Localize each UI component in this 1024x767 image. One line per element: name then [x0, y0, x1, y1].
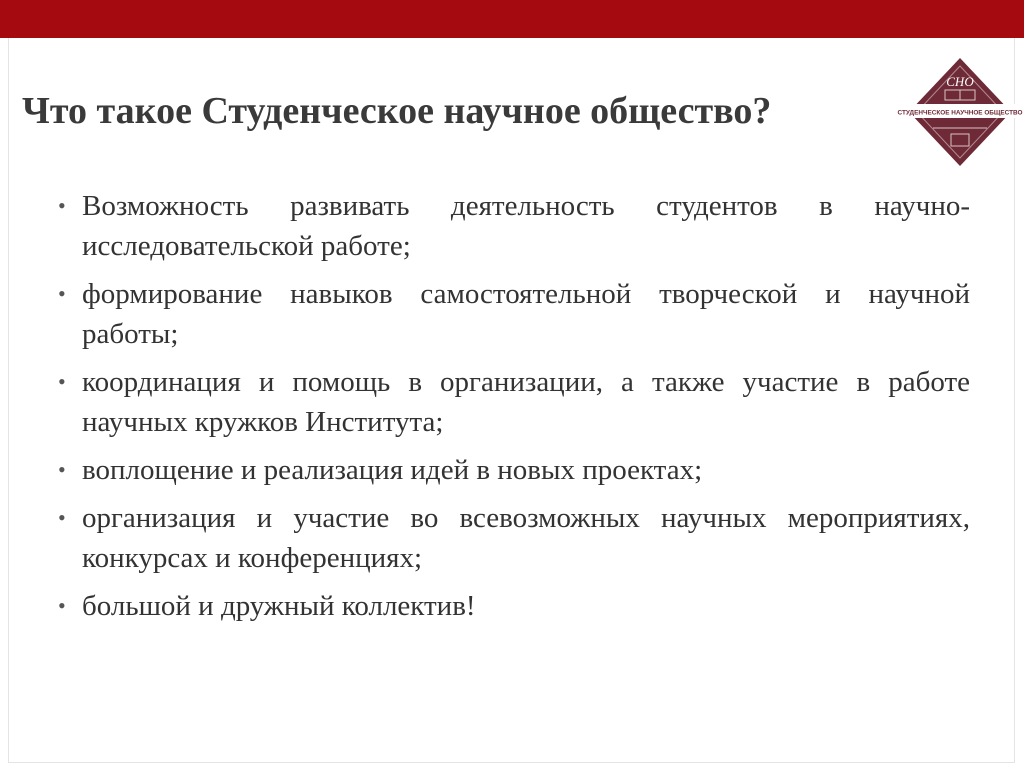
bullet-marker: • [58, 505, 66, 530]
top-accent-bar [0, 0, 1024, 38]
bullet-text: организация и участие во всевозможных научных мероприятиях, конкурсах и конференциях; [82, 502, 970, 574]
bullet-marker: • [58, 369, 66, 394]
bullet-text: координация и помощь в организации, а также участие в работе научных кружков Института; [82, 366, 970, 438]
bullet-list [58, 186, 970, 634]
bullet-item [58, 586, 970, 626]
bullet-item [58, 274, 970, 354]
bullet-item [58, 362, 970, 442]
bullet-marker: • [58, 593, 66, 618]
bullet-marker: • [58, 457, 66, 482]
bullet-marker: • [58, 281, 66, 306]
sno-logo [893, 56, 1024, 168]
bullet-text: воплощение и реализация идей в новых проектах; [82, 454, 703, 486]
bullet-item [58, 186, 970, 266]
bullet-text: формирование навыков самостоятельной творческой и научной работы; [82, 278, 970, 350]
logo-abbr: СНО [946, 74, 974, 89]
bullet-text: большой и дружный коллектив! [82, 590, 476, 622]
bullet-item [58, 498, 970, 578]
bullet-item [58, 450, 970, 490]
bullet-marker: • [58, 193, 66, 218]
logo-banner-text: СТУДЕНЧЕСКОЕ НАУЧНОЕ ОБЩЕСТВО [897, 109, 1023, 117]
slide-title: Что такое Студенческое научное общество? [22, 90, 772, 132]
bullet-text: Возможность развивать деятельность студентов в научно-исследовательской работе; [82, 190, 970, 262]
